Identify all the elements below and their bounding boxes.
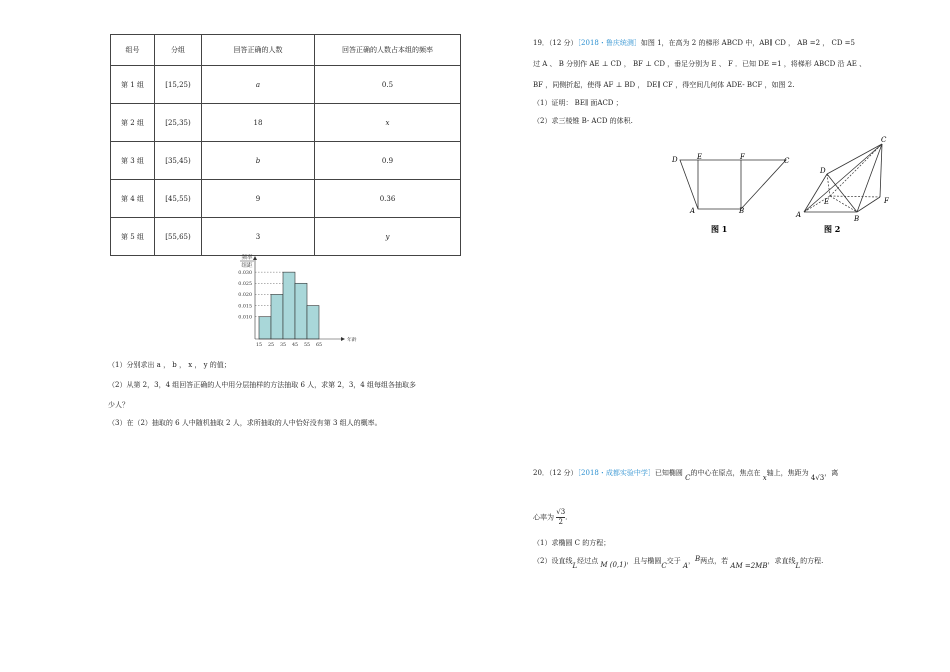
y-tick-label: 0.015 xyxy=(238,304,252,310)
figure-2-caption: 图 2 xyxy=(824,224,841,234)
group-cell: 第 4 组 xyxy=(111,180,155,218)
q20-text: 的方程. xyxy=(800,557,824,565)
q19-line-3: BF ，同侧折起，使得 AF ⊥ BD ， DE∥ CF ，得空间几何体 ADE‑ BCF ，如图 2. xyxy=(533,81,795,89)
fraction-denominator: 2 xyxy=(558,518,563,526)
table-header-cell: 回答正确的人数 xyxy=(202,35,315,66)
y-axis-label-bottom: 组距 xyxy=(241,263,253,269)
q20-point-M: M (0,1) xyxy=(600,561,627,569)
q20-text: 心率为 xyxy=(533,513,554,522)
q18-part-1: （1）分别求出 a ， b ， x ， y 的值； xyxy=(108,361,231,369)
group-cell: 第 5 组 xyxy=(111,218,155,256)
freq-cell: y xyxy=(315,218,461,256)
q20-line-2 xyxy=(533,508,567,527)
count-cell: 9 xyxy=(202,180,315,218)
q20-text: ，离 xyxy=(824,469,839,477)
group-cell: 第 1 组 xyxy=(111,66,155,104)
q20-text: 的中心在原点，焦点在 xyxy=(690,469,761,477)
count-cell: 18 xyxy=(202,104,315,142)
x-tick-label: 55 xyxy=(303,343,311,348)
fig1-label-A: A xyxy=(690,207,696,215)
group-cell: 第 3 组 xyxy=(111,142,155,180)
table-row xyxy=(111,218,461,256)
table-header-cell: 分组 xyxy=(155,35,202,66)
fig1-label-B: B xyxy=(739,207,745,215)
q20-part-2 xyxy=(533,555,824,570)
histogram-bar xyxy=(283,272,295,339)
y-tick-label: 0.025 xyxy=(238,282,252,288)
q20-text: ， xyxy=(688,557,696,565)
q20-vector-equation: AM =2MB xyxy=(730,562,768,570)
group-cell: 第 2 组 xyxy=(111,104,155,142)
y-tick-label: 0.030 xyxy=(238,270,252,276)
figure-2-solid xyxy=(792,134,902,240)
q19-number: 19．（12 分） xyxy=(533,39,578,47)
table-row xyxy=(111,104,461,142)
q18-part-2: （2）从第 2，3，4 组回答正确的人中用分层抽样的方法抽取 6 人，求第 2，3，4 组每组各抽取多 xyxy=(108,381,416,389)
q19-part-2: （2）求三棱锥 B‑ ACD 的体积. xyxy=(533,117,633,125)
fig2-label-F: F xyxy=(884,197,889,205)
x-tick-label: 25 xyxy=(267,343,275,348)
histogram-bar xyxy=(259,317,271,339)
q19-source: ［2018・鲁庆统测］ xyxy=(577,39,641,47)
fraction-numerator: √3 xyxy=(556,508,566,516)
freq-cell: 0.9 xyxy=(315,142,461,180)
fig2-label-E: E xyxy=(824,198,830,206)
q18-part-3: （3）在（2）抽取的 6 人中随机抽取 2 人，求所抽取的人中恰好没有第 3 组人的概率。 xyxy=(108,419,382,427)
q20-text: 经过点 xyxy=(577,557,599,565)
range-cell: [35,45) xyxy=(155,142,202,180)
table-header-cell: 回答正确的人数占本组的频率 xyxy=(315,35,461,66)
table-header-cell: 组号 xyxy=(111,35,155,66)
freq-cell: 0.36 xyxy=(315,180,461,218)
q20-var-L: L xyxy=(795,562,801,570)
freq-cell: 0.5 xyxy=(315,66,461,104)
count-cell: a xyxy=(202,66,315,104)
q20-number: 20．（12 分） xyxy=(533,469,578,477)
frequency-table xyxy=(110,34,461,256)
fig1-label-F: F xyxy=(740,153,745,161)
q20-var-C: C xyxy=(661,562,667,570)
q20-var-L: L xyxy=(572,562,578,570)
x-tick-label: 35 xyxy=(279,343,287,348)
y-tick-label: 0.010 xyxy=(238,315,252,321)
q20-part-1: （1）求椭圆 C 的方程； xyxy=(533,539,611,547)
q18-part-2-cont: 少人？ xyxy=(108,401,129,409)
range-cell: [25,35) xyxy=(155,104,202,142)
freq-cell: x xyxy=(315,104,461,142)
q20-line-1 xyxy=(533,468,839,482)
q20-source: ［2018・成都实验中学］ xyxy=(577,469,655,477)
q20-text: （2）设直线 xyxy=(533,557,573,565)
count-cell: 3 xyxy=(202,218,315,256)
fig1-label-E: E xyxy=(697,153,703,161)
age-histogram xyxy=(225,254,355,354)
x-tick-label: 65 xyxy=(315,343,323,348)
fig2-label-A: A xyxy=(796,211,802,219)
q20-text: ，求直线 xyxy=(767,557,796,565)
q20-eccentricity-fraction xyxy=(556,508,568,527)
range-cell: [15,25) xyxy=(155,66,202,104)
table-row xyxy=(111,66,461,104)
fig2-label-C: C xyxy=(881,136,887,144)
count-cell: b xyxy=(202,142,315,180)
fig2-label-B: B xyxy=(854,215,860,223)
table-header-row xyxy=(111,35,461,66)
x-tick-label: 45 xyxy=(291,343,299,348)
q19-text-1: 如图 1，在高为 2 的梯形 ABCD 中，AB∥ CD ， AB =2 ， CD =5 xyxy=(640,39,855,47)
histogram-bar xyxy=(307,306,319,339)
histogram-bar xyxy=(295,283,307,339)
y-axis-arrow xyxy=(253,256,257,260)
figure-1-caption: 图 1 xyxy=(711,224,728,234)
q20-var-x: x xyxy=(762,474,767,482)
table-row xyxy=(111,142,461,180)
x-tick-label: 15 xyxy=(255,343,263,348)
q20-text: . xyxy=(565,513,568,522)
table-row xyxy=(111,180,461,218)
q19-line-2: 过 A 、 B 分别作 AE ⊥ CD ， BF ⊥ CD ，垂足分别为 E 、 F ．已知 DE =1 ，将梯形 ABCD 沿 AE 、 xyxy=(533,60,867,68)
y-axis-label-top: 频率 xyxy=(241,255,253,261)
fig1-label-D: D xyxy=(672,156,678,164)
q20-text: 轴上，焦距为 xyxy=(766,469,809,477)
histogram-bar xyxy=(271,294,283,339)
q20-var-C: C xyxy=(685,474,691,482)
fig1-label-C: C xyxy=(784,157,790,165)
range-cell: [45,55) xyxy=(155,180,202,218)
fig2-label-D: D xyxy=(820,167,826,175)
q20-text: 两点，若 xyxy=(700,557,729,565)
q20-text: ，且与椭圆 xyxy=(626,557,662,565)
y-tick-label: 0.020 xyxy=(238,293,252,299)
q20-var-B: B xyxy=(695,555,701,563)
q19-line-1 xyxy=(533,38,855,48)
figure-1-trapezoid xyxy=(668,150,798,240)
q20-text: 已知椭圆 xyxy=(654,469,683,477)
q20-var-A: A xyxy=(682,562,689,570)
q20-focal-length: 4√3 xyxy=(810,474,825,482)
range-cell: [55,65) xyxy=(155,218,202,256)
q20-text: 交于 xyxy=(666,557,681,565)
q19-part-1: （1）证明： BE∥ 面ACD ； xyxy=(533,99,623,107)
x-axis-label: 年龄 xyxy=(347,338,357,343)
x-axis-arrow xyxy=(341,337,345,341)
